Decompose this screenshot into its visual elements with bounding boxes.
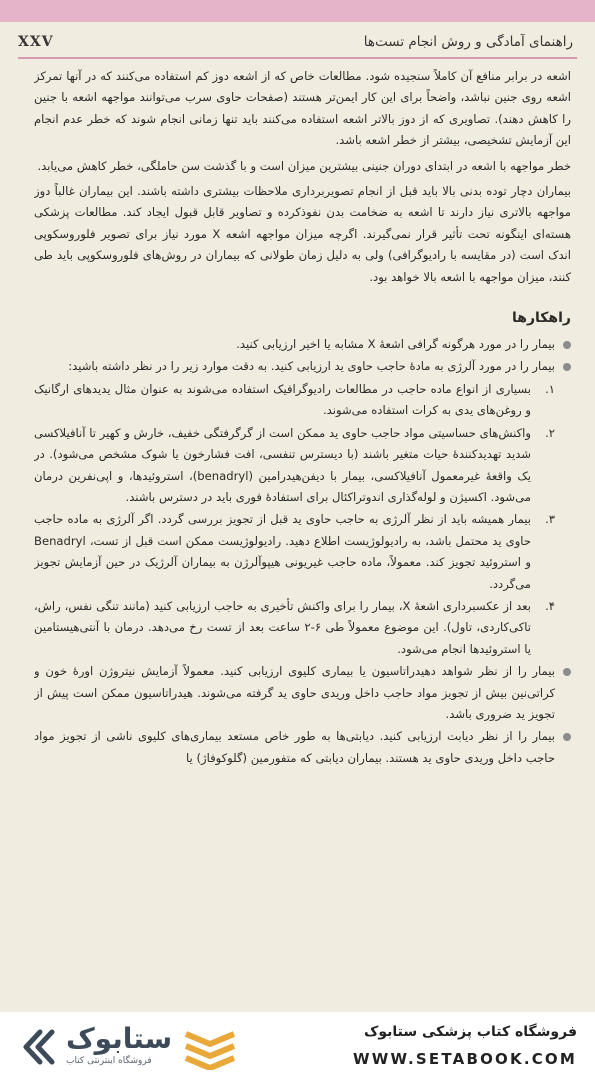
numbered-item-text: بسیاری از انواع ماده حاجب در مطالعات رادیوگرافیک استفاده می‌شوند به عنوان مثال یدیدهای ارگانیک و روغن‌های یدی به کرات استفاده می‌شوند. <box>34 381 531 418</box>
body-paragraph: بیماران دچار توده بدنی بالا باید قبل از انجام تصویربرداری ملاحظات بیشتری داشته باشند. این بیماران غالباً دوز مواجهه بالاتری نیاز دارند تا اشعه به ضخامت بدن نفوذکرده و تصاویر قابل قبول ایجاد کند. مطالعات پزشکی هسته‌ای اینگونه تحت تأثیر قرار نمی‌گیرند. اگرچه میزان مواجهه اشعه X مورد نیاز برای تصویر فلوروسکوپی اندک است (در مقایسه با رادیوگرافی) ولی به دلیل زمان طولانی که بیماران در روش‌های فلوروسکوپی باید طی کنند، میزان مواجهه با اشعه بالا خواهد بود. <box>34 184 571 284</box>
bullet-icon <box>563 668 571 676</box>
bullet-icon <box>563 341 571 349</box>
item-number: .۲ <box>545 425 555 440</box>
body-paragraph: اشعه در برابر منافع آن کاملاً سنجیده شود. مطالعات خاص که از اشعه دوز کم استفاده می‌کنند که در آنها تمرکز اشعه روی جنین نباشد، واضحاً برای این کار ایمن‌تر هستند (صفحات حاوی سرب می‌توانند مواجهه اشعه با جنین را کاهش دهند). تصاویری که از دوز بالاتر اشعه استفاده می‌کنند باید تنها زمانی انجام شوند که خطر عدم انجام این آزمایش تشخیصی، بیشتر از خطر اشعه باشد. <box>34 69 571 148</box>
numbered-item-text: بعد از عکسبرداری اشعهٔ X، بیمار را برای واکنش تأخیری به حاجب ارزیابی کنید (مانند تنگی نفس، راش، تاکی‌کاردی، تاول). این موضوع معمولاً طی ۶-۲ ساعت بعد از تست رخ می‌دهد. درمان با آنتی‌هیستامین یا استروئیدها انجام می‌شود. <box>34 598 531 656</box>
bullet-item <box>34 726 571 769</box>
store-logo[interactable] <box>14 1022 244 1072</box>
running-title: راهنمای آمادگی و روش انجام تست‌ها <box>363 34 573 50</box>
header-color-band <box>0 0 595 22</box>
logo-subtitle: فروشگاه اینترنتی کتاب <box>66 1056 152 1066</box>
bullet-text: بیمار را از نظر شواهد دهیدراتاسیون یا بیماری کلیوی ارزیابی کنید. معمولاً آزمایش نیتروژن اورهٔ خون و کراتی‌نین بیش از تجویز مواد حاجب داخل وریدی حاوی ید گرفته می‌شوند. هیدراتاسیون ممکن است پیش از تجویز ید ضروری باشد. <box>34 664 555 721</box>
bullet-text: بیمار را در مورد آلرژی به مادهٔ حاجب حاوی ید ارزیابی کنید. به دقت موارد زیر را در نظر داشته باشید: <box>68 359 555 374</box>
page-header <box>18 30 573 54</box>
book-stack-icon <box>180 1026 240 1070</box>
page-number: XXV <box>18 34 54 50</box>
bullet-item <box>34 334 571 355</box>
body-paragraph: خطر مواجهه با اشعه در ابتدای دوران جنینی بیشترین میزان است و با گذشت سن حاملگی، خطر کاهش می‌یابد. <box>37 158 571 173</box>
bullet-text: بیمار را از نظر دیابت ارزیابی کنید. دیابتی‌ها به طور خاص مستعد بیماری‌های کلیوی ناشی از تجویز مواد حاجب داخل وریدی حاوی ید هستند. بیماران دیابتی که متفورمین (گلوکوفاژ) یا <box>34 729 555 765</box>
page-body <box>34 66 571 1010</box>
bullet-icon <box>563 363 571 371</box>
numbered-item <box>34 379 571 422</box>
item-number: .۴ <box>545 598 555 613</box>
section-heading: راهکارها <box>512 310 571 327</box>
bullet-item <box>34 661 571 725</box>
item-number: .۳ <box>545 512 555 527</box>
numbered-item-text: واکنش‌های حساسیتی مواد حاجب حاوی ید ممکن است از گرگرفتگی خفیف، خارش و کهیر تا آنافیلاکسی شدید تهدیدکنندهٔ حیات متغیر باشند (با دیسترس تنفسی، افت فشارخون یا شوک مشخص می‌شود). در یک واقعهٔ غیرمعمول آنافیلاکسی، بیمار با دیفن‌هیدرامین (benadryl)، استروئیدها، و اپی‌نفرین درمان می‌شود. اکسیژن و لوله‌گذاری اندوتراکئال برای استفادهٔ فوری باید در دسترس باشند. <box>34 425 531 504</box>
numbered-item <box>34 596 571 660</box>
bullet-item <box>34 356 571 377</box>
chevron-left-icon <box>18 1028 58 1066</box>
numbered-item <box>34 423 571 509</box>
shop-url-link[interactable]: WWW.SETABOOK.COM <box>353 1050 577 1068</box>
logo-wordmark: ستابوک <box>66 1022 173 1055</box>
bullet-text: بیمار را در مورد هرگونه گرافی اشعهٔ X مشابه یا اخیر ارزیابی کنید. <box>236 337 555 352</box>
shop-name: فروشگاه کتاب پزشکی ستابوک <box>364 1024 577 1040</box>
numbered-item-text: بیمار همیشه باید از نظر آلرژی به حاجب حاوی ید قبل از تجویز بررسی گردد. اگر آلرژی به ماده حاجب حاوی ید محتمل باشد، به رادیولوژیست اطلاع دهید. رادیولوژیست ممکن است قبل از تست، Benadryl و استروئید تجویز کند. معمولاً، ماده حاجب غیریونی هیپوآلرژن به بیماران آلرژیک در حین آزمایش تجویز می‌گردد. <box>34 512 531 591</box>
store-footer <box>0 1012 595 1080</box>
bullet-icon <box>563 733 571 741</box>
numbered-item <box>34 509 571 595</box>
header-divider <box>18 57 577 59</box>
item-number: .۱ <box>545 381 555 396</box>
